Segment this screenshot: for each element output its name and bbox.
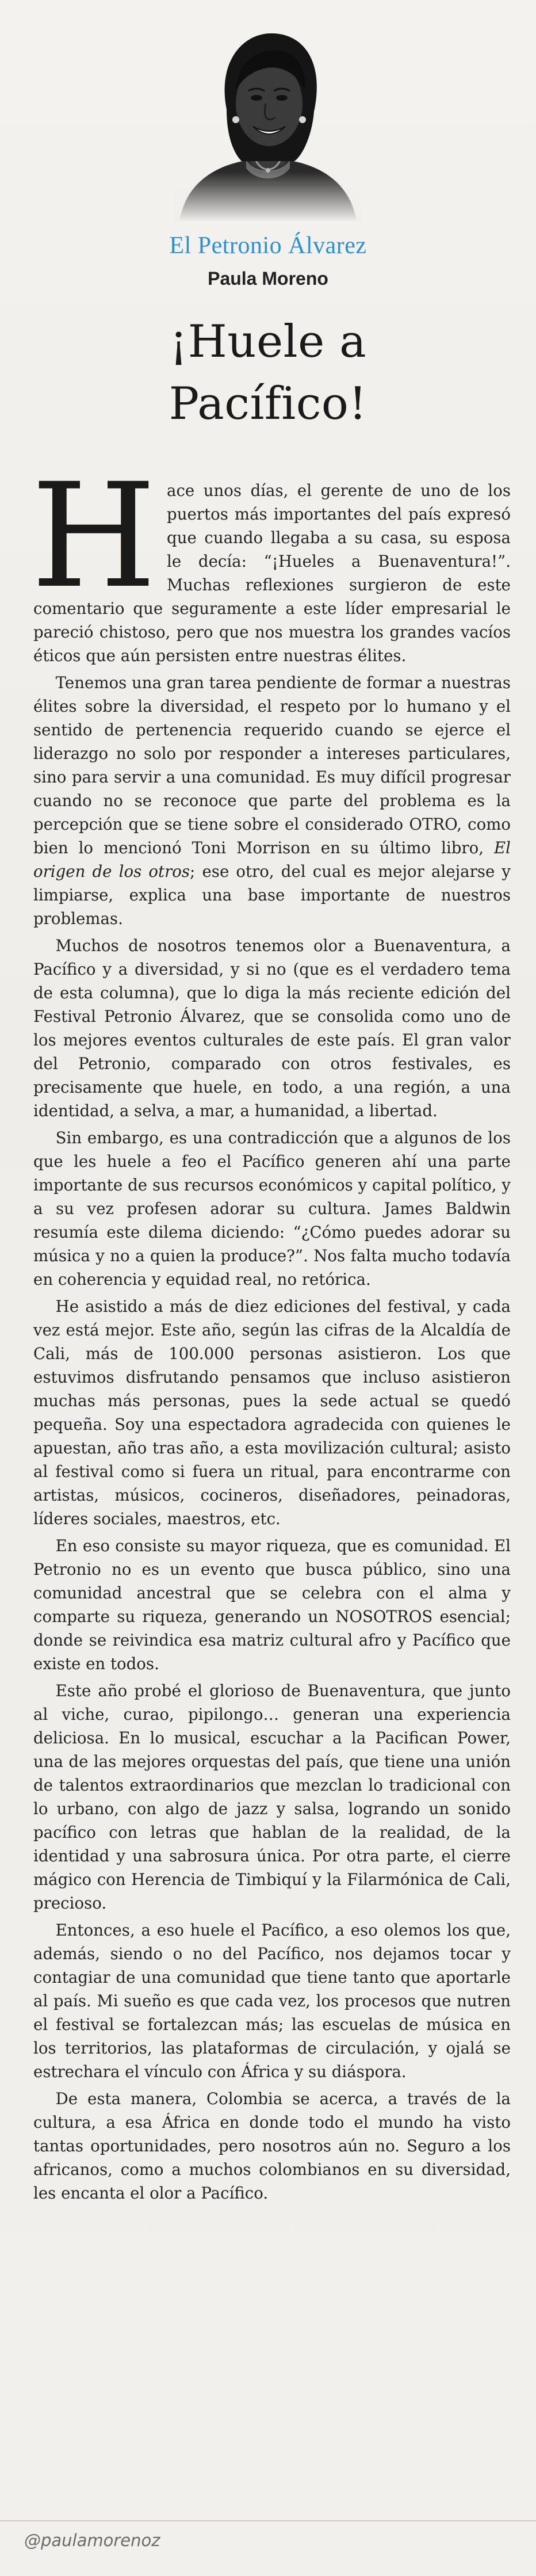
paragraph-5: He asistido a más de diez ediciones del festival, y cada vez está mejor. Este año, según las cifras de la Alcaldía de Cali, más de 100.000 personas asistieron. Los que estuvimos disfrutando pensamos que incluso asistieron muchas más personas, pues la sede actual se quedó pequeña. Soy una espectadora agradecida con quienes le apuestan, año tras año, a esta movilización cultural; asisto al festival como si fuera un ritual, para encontrarme con artistas, músicos, cocineros, diseñadores, peinadoras, líderes sociales, maestros, etc.	[33, 1297, 511, 1528]
author-social-handle: @paulamorenoz	[24, 2531, 160, 2550]
drop-cap: H	[31, 452, 157, 620]
headline-line-2: Pacífico!	[169, 378, 367, 430]
paragraph-3: Muchos de nosotros tenemos olor a Buenaventura, a Pacífico y a diversidad, y si no (que es el verdadero tema de esta columna), que lo diga la más reciente edición del Festival Petronio Álvarez, que se consolida como uno de los mejores eventos culturales de este país. El gran valor del Petronio, comparado con otros festivales, es precisamente que huele, en todo, a una región, a una identidad, a selva, a mar, a humanidad, a libertad.	[33, 936, 511, 1120]
paragraph-1-text: ace unos días, el gerente de uno de los puertos más importantes del país expresó que cuando llegaba a su casa, su esposa le decía: “¡Hueles a Buenaventura!”. Muchas reflexiones surgieron de este comentario que seguramente a este líder empresarial le pareció chistoso, pero que nos muestra los grandes vacíos éticos que aún persisten entre nuestras élites.	[33, 481, 511, 665]
paragraph-6: En eso consiste su mayor riqueza, que es comunidad. El Petronio no es un evento que busca público, sino una comunidad ancestral que se celebra con el alma y comparte su riqueza, generando un NOSOTROS esencial; donde se reivindica esa matriz cultural afro y Pacífico que existe en todos.	[33, 1536, 511, 1673]
headline-line-1: ¡Huele a	[169, 316, 367, 368]
paragraph-2-text-a: Tenemos una gran tarea pendiente de formar a nuestras élites sobre la diversidad, el respeto por lo humano y el sentido de pertenencia requerido cuando se ejerce el liderazgo no solo por responder a intereses particulares, sino para servir a una comunidad. Es muy difícil progresar cuando no se reconoce que parte del problema es la percepción que se tiene sobre el considerado OTRO, como bien lo mencionó Toni Morrison en su último libro,	[33, 673, 511, 857]
paragraph-4: Sin embargo, es una contradicción que a algunos de los que les huele a feo el Pacífico generen ahí una parte importante de sus recursos económicos y capital político, y a su vez profesen adorar su cultura. James Baldwin resumía este dilema diciendo: “¿Cómo puedes adorar su música y no a quien la produce?”. Nos falta mucho todavía en coherencia y equidad real, no retórica.	[33, 1128, 511, 1289]
paragraph-8: Entonces, a eso huele el Pacífico, a eso olemos los que, además, siendo o no del Pacífico, nos dejamos tocar y contagiar de una comunidad que tiene tanto que aportarle al país. Mi sueño es que cada vez, los procesos que nutren el festival se fortalezcan más; las escuelas de música en los territorios, las plataformas de circulación, y ojalá se estrechara el vínculo con África y su diáspora.	[33, 1921, 511, 2081]
article-body	[31, 452, 511, 2205]
footer-divider	[0, 2520, 536, 2521]
paragraph-9: De esta manera, Colombia se acerca, a través de la cultura, a esa África en donde todo el mundo ha visto tantas oportunidades, pero nosotros aún no. Seguro a los africanos, como a muchos colombianos en su diversidad, les encanta el olor a Pacífico.	[33, 2089, 511, 2203]
book-title: El origen de los otros	[33, 838, 511, 881]
article-headline	[0, 311, 536, 435]
paragraph-2-text-b: ; ese otro, del cual es mejor alejarse y limpiarse, explica una base importante de nuestros problemas.	[33, 862, 511, 928]
column-name: El Petronio Álvarez	[169, 232, 367, 259]
paragraph-1	[31, 452, 511, 667]
author-name: Paula Moreno	[208, 268, 328, 289]
paragraph-7: Este año probé el glorioso de Buenaventura, que junto al viche, curao, pipilongo… generan una experiencia deliciosa. En lo musical, escuchar a la Pacifican Power, una de las mejores orquestas del país, que tiene una unión de talentos extraordinarios que mezclan lo tradicional con lo urbano, con algo de jazz y salsa, logrando un sonido pacífico con letras que hablan de la realidad, de la identidad y una sabrosura única. Por otra parte, el cierre mágico con Herencia de Timbiquí y la Filarmónica de Cali, precioso.	[33, 1681, 511, 1913]
author-portrait	[174, 23, 362, 222]
paragraph-2	[33, 671, 511, 930]
